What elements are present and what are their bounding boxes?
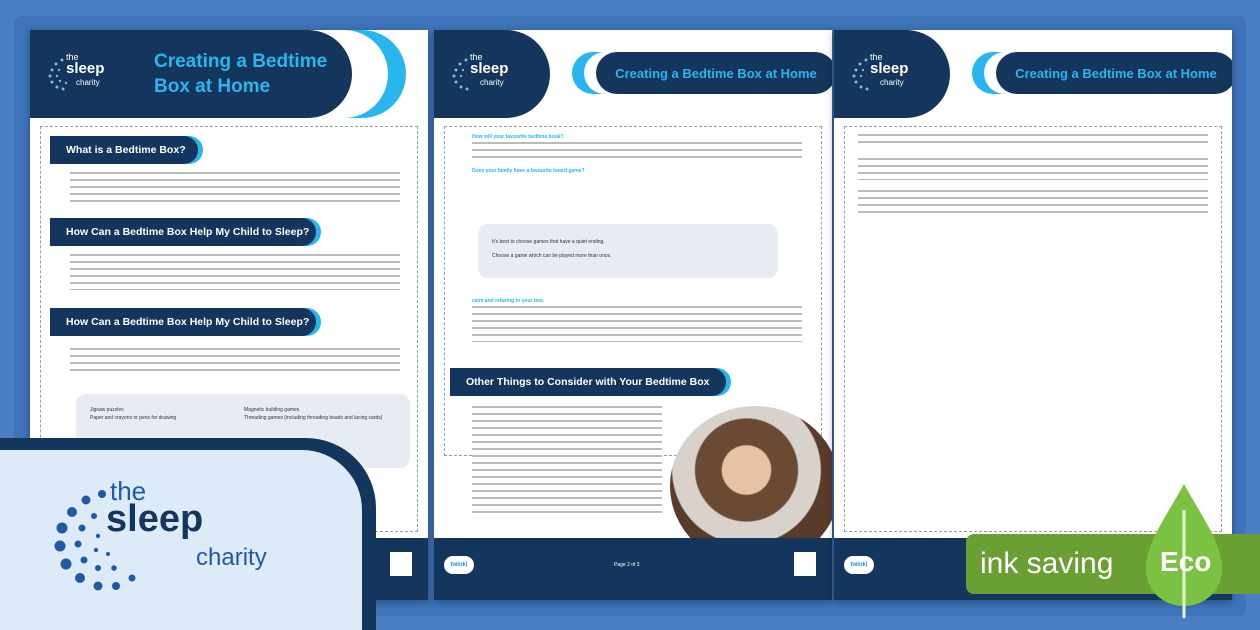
- paragraph-lines: [472, 306, 802, 342]
- paragraph: [472, 168, 802, 175]
- paragraph-lines: [70, 348, 400, 376]
- page-2: [434, 30, 832, 600]
- logo-block: [434, 30, 550, 118]
- brand-sleep: sleep: [106, 498, 204, 540]
- paragraph-lines: [858, 190, 1208, 218]
- paragraph-lines: [472, 406, 662, 516]
- logo-sleep: sleep: [470, 60, 509, 77]
- page-footer: [434, 538, 832, 600]
- sleep-charity-logo-small: [850, 52, 930, 96]
- paragraph: [472, 298, 802, 305]
- games-list: [478, 224, 778, 278]
- highlight-text: Does your family have a favourite board game?: [472, 168, 585, 174]
- logo-charity: charity: [76, 78, 100, 87]
- title-line-2: Box at Home: [154, 76, 271, 97]
- logo-the: the: [870, 52, 883, 62]
- list-item: Threading games (including threading beads and lacing cards): [244, 415, 383, 421]
- ink-saving-label: ink saving: [980, 547, 1114, 580]
- brand-charity: charity: [196, 544, 267, 571]
- list-item: Magnetic building games: [244, 407, 300, 413]
- paragraph-lines: [858, 134, 1208, 148]
- logo-the: the: [66, 52, 79, 62]
- title-line-1: Creating a Bedtime: [154, 51, 328, 72]
- paragraph-lines: [70, 254, 400, 290]
- section-heading: How Can a Bedtime Box Help My Child to Sleep?: [50, 218, 316, 246]
- eco-label: Eco: [1160, 546, 1212, 577]
- highlight-text: How will your favourite bedtime book?: [472, 134, 564, 140]
- sleep-charity-logo-small: [46, 52, 126, 96]
- twinkl-logo: twinkl: [444, 556, 474, 574]
- page-number: Page 2 of 3: [614, 562, 640, 568]
- paragraph-lines: [858, 158, 1208, 180]
- page-header: [30, 30, 428, 118]
- list-item: Jigsaw puzzles: [90, 407, 124, 413]
- paragraph-lines: [70, 172, 400, 202]
- logo-sleep: sleep: [870, 60, 909, 77]
- sleep-charity-logo-small: [450, 52, 530, 96]
- logo-block: [834, 30, 950, 118]
- logo-charity: charity: [880, 78, 904, 87]
- logo-block: [30, 30, 146, 118]
- highlight-text: calm and relaxing to your box.: [472, 298, 545, 304]
- list-item: Paper and crayons or pens for drawing: [90, 415, 177, 421]
- logo-the: the: [470, 52, 483, 62]
- quality-badge-icon: [794, 552, 816, 576]
- content-border: [844, 126, 1222, 532]
- logo-sleep: sleep: [66, 60, 105, 77]
- list-item: It's best to choose games that have a quiet ending.: [492, 239, 605, 245]
- paragraph-lines: [472, 142, 802, 160]
- page-title: Creating a Bedtime Box at Home: [596, 52, 832, 94]
- page-header: [434, 30, 832, 118]
- logo-charity: charity: [480, 78, 504, 87]
- brand-the: the: [110, 476, 147, 506]
- list-item: Choose a game which can be played more than once.: [492, 253, 612, 259]
- page-header: [834, 30, 1232, 118]
- paragraph: [472, 134, 802, 141]
- section-heading: What is a Bedtime Box?: [50, 136, 198, 164]
- section-heading: Other Things to Consider with Your Bedtime Box: [450, 368, 726, 396]
- quality-badge-icon: [390, 552, 412, 576]
- section-heading: How Can a Bedtime Box Help My Child to Sleep?: [50, 308, 316, 336]
- page-title: Creating a Bedtime Box at Home: [996, 52, 1232, 94]
- twinkl-logo: twinkl: [844, 556, 874, 574]
